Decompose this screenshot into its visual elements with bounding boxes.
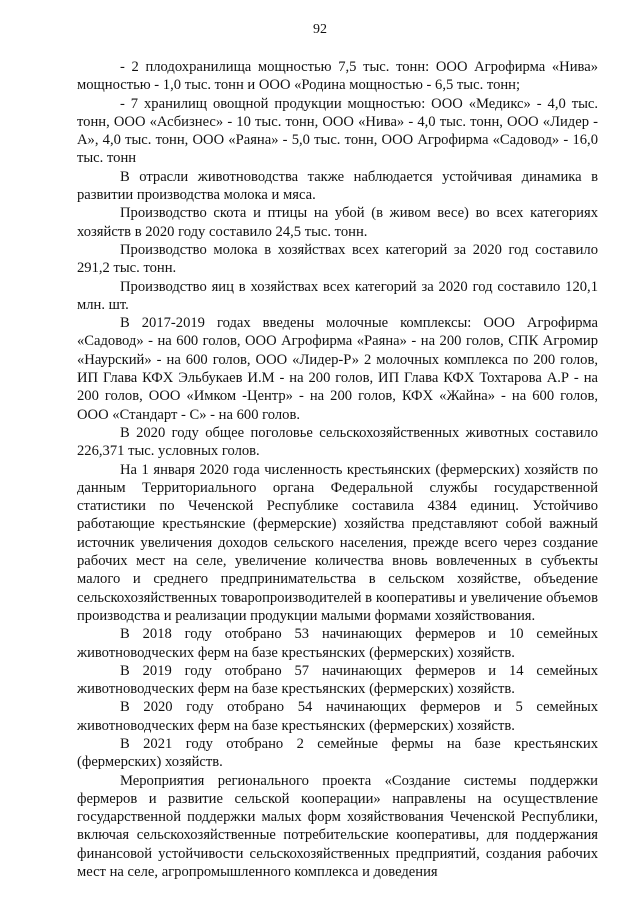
paragraph-livestock-count: В 2020 году общее поголовье сельскохозяйственных животных составило 226,371 тыс. условных голов.: [77, 424, 598, 460]
paragraph-farmers-2021: В 2021 году отобрано 2 семейные фермы на базе крестьянских (фермерских) хозяйств.: [77, 735, 598, 771]
paragraph-fruit-storage: - 2 плодохранилища мощностью 7,5 тыс. тонн: ООО Агрофирма «Нива» мощностью - 1,0 тыс. тонн и ООО «Родина мощностью - 6,5 тыс. тонн;: [77, 59, 598, 94]
paragraph-farmers-2020: В 2020 году отобрано 54 начинающих фермеров и 5 семейных животноводческих ферм на базе крестьянских (фермерских) хозяйств.: [77, 699, 598, 734]
paragraph-farmers-2019: В 2019 году отобрано 57 начинающих фермеров и 14 семейных животноводческих ферм на базе крестьянских (фермерских) хозяйств.: [77, 662, 598, 698]
paragraph-dairy-complexes: В 2017-2019 годах введены молочные комплексы: ООО Агрофирма «Садовод» - на 600 голов, ООО Агрофирма «Раяна» - на 200 голов, СПК Агромир «Наурский» - на 600 голов, ООО «Лидер-Р» 2 молочных комплекса по 200 голов, ИП Глава КФХ Эльбукаев И.М - на 200 голов, ИП Глава КФХ Тохтарова А.Р - на 200 голов, ООО «Имком -Центр» - на 200 голов, КФХ «Жайна» - на 600 голов, ООО «Стандарт - С» - на 600 голов.: [77, 315, 598, 423]
page-number: 92: [313, 22, 327, 37]
document-body: [77, 58, 598, 881]
paragraph-milk-production: Производство молока в хозяйствах всех категорий за 2020 год составило 291,2 тыс. тонн.: [77, 241, 598, 277]
paragraph-meat-production: Производство скота и птицы на убой (в живом весе) во всех категориях хозяйств в 2020 году составило 24,5 тыс. тонн.: [77, 205, 598, 240]
paragraph-egg-production: Производство яиц в хозяйствах всех категорий за 2020 год составило 120,1 млн. шт.: [77, 278, 598, 313]
paragraph-livestock-dynamics: В отрасли животноводства также наблюдается устойчивая динамика в развитии производства молока и мяса.: [77, 168, 598, 204]
paragraph-regional-project: Мероприятия регионального проекта «Создание системы поддержки фермеров и развитие сельской кооперации» направлены на осуществление государственной поддержки малых форм хозяйствования Чеченской Республики, включая сельскохозяйственные потребительские кооперативы, для поддержания финансовой устойчивости сельскохозяйственных предприятий, создания рабочих мест на селе, агропромышленного комплекса и доведения: [77, 772, 598, 881]
paragraph-farm-count: На 1 января 2020 года численность крестьянских (фермерских) хозяйств по данным Территориального органа Федеральной службы государственной статистики по Чеченской Республике составила 4384 единиц. Устойчиво работающие крестьянские (фермерские) хозяйства представляют собой важный источник увеличения доходов сельского населения, прежде всего через создание рабочих мест на селе, увеличение количества вновь вовлеченных в субъекты малого и среднего предпринимательства в сельском хозяйстве, объедение сельскохозяйственных товаропроизводителей в кооперативы и увеличение объемов производства и реализации продукции малыми формами хозяйствования.: [77, 461, 598, 624]
paragraph-vegetable-storage: - 7 хранилищ овощной продукции мощностью: ООО «Медикс» - 4,0 тыс. тонн, ООО «Асбизнес» - 10 тыс. тонн, ООО «Нива» - 4,0 тыс. тонн, ООО «Лидер - А», 4,0 тыс. тонн, ООО «Раяна» - 5,0 тыс. тонн, ООО Агрофирма «Садовод» - 16,0 тыс. тонн: [77, 95, 598, 167]
paragraph-farmers-2018: В 2018 году отобрано 53 начинающих фермеров и 10 семейных животноводческих ферм на базе крестьянских (фермерских) хозяйств.: [77, 626, 598, 661]
